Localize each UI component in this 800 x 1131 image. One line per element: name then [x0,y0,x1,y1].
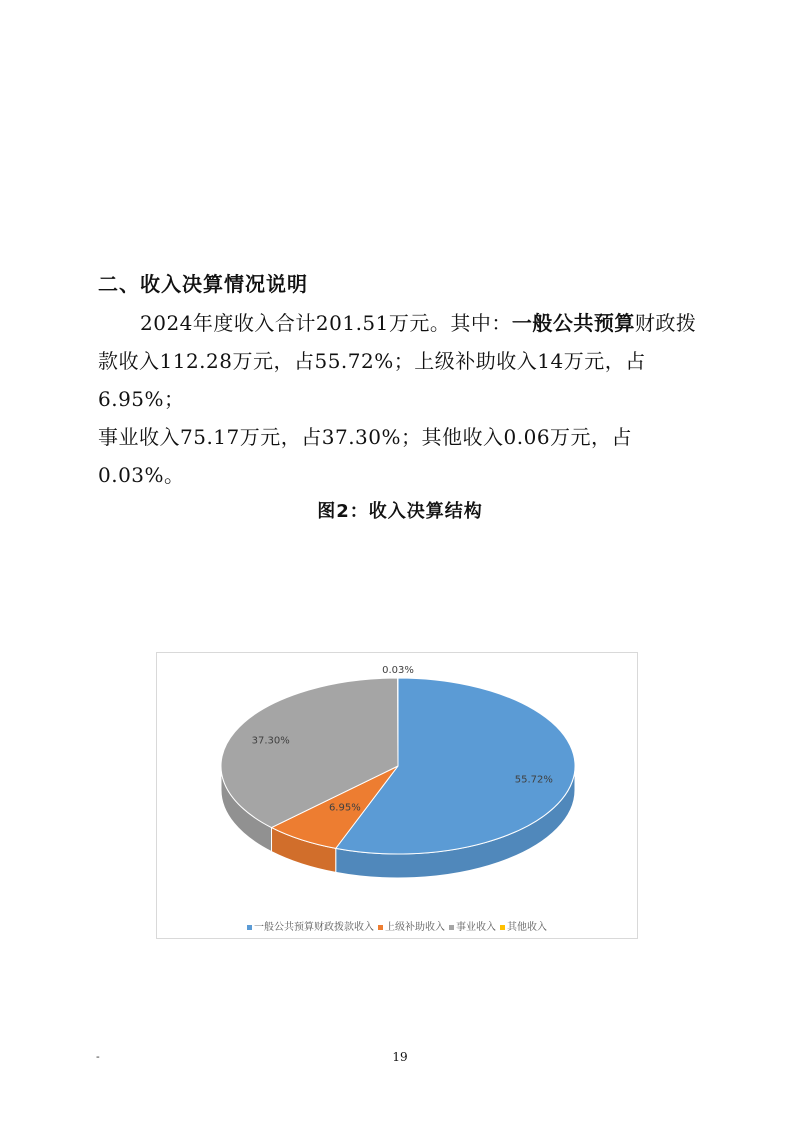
pie-top-faces [221,678,575,854]
legend-swatch-0 [247,925,252,930]
legend-swatch-2 [449,925,454,930]
legend-swatch-1 [378,925,383,930]
para-line1-a: 2024年度收入合计201.51万元。其中： [140,311,512,335]
legend-label-2: 事业收入 [456,922,496,933]
chart-legend [157,918,637,933]
legend-item-2 [449,918,496,933]
income-paragraph [98,304,708,494]
para-line2: 款收入112.28万元，占55.72%；上级补助收入14万元，占6.95%； [98,349,646,411]
para-line3: 事业收入75.17万元，占37.30%；其他收入0.06万元，占0.03%。 [98,425,633,487]
legend-label-0: 一般公共预算财政拨款收入 [254,922,374,933]
para-line1-c: 财政拨 [634,311,697,335]
pie-label-1: 6.95% [328,802,361,814]
pie-label-2: 37.30% [251,735,290,747]
pie-chart-svg [157,653,637,938]
pie-chart [156,652,638,939]
pie-label-0: 55.72% [514,774,553,786]
page-number: 19 [392,1050,408,1064]
pie-label-3: 0.03% [382,665,414,676]
footer-dash: - [96,1050,100,1063]
figure-title: 图2：收入决算结构 [317,501,483,522]
legend-swatch-3 [500,925,505,930]
legend-item-0 [247,918,374,933]
legend-label-1: 上级补助收入 [385,922,445,933]
para-line1-bold: 一般公共预算 [511,311,635,335]
section-heading: 二、收入决算情况说明 [98,272,308,296]
legend-item-1 [378,918,445,933]
legend-item-3 [500,918,547,933]
legend-label-3: 其他收入 [507,922,547,933]
